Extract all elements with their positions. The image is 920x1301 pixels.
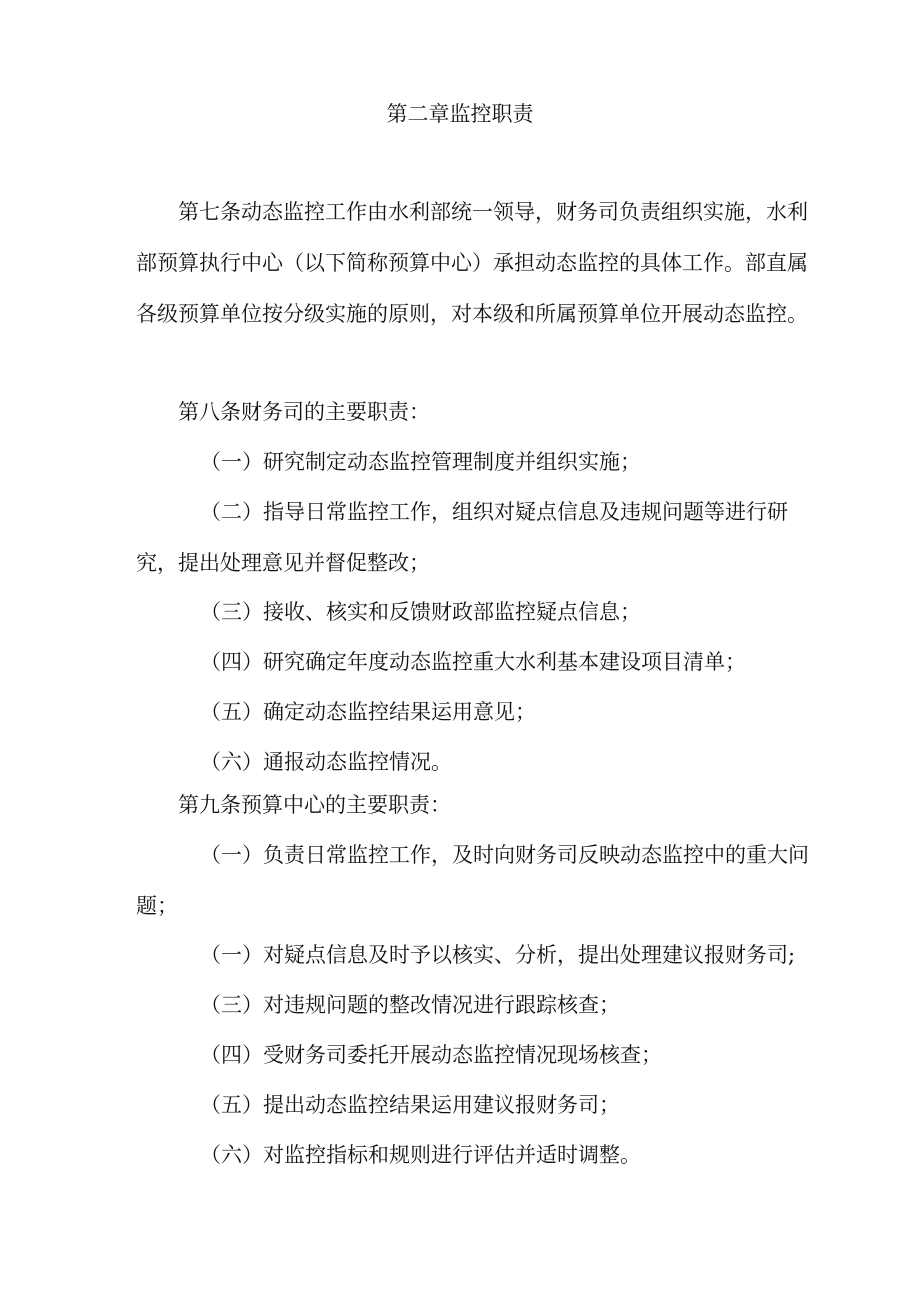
article-9-item-2: （一）对疑点信息及时予以核实、分析，提出处理建议报财务司; xyxy=(200,943,796,967)
article-9-item-5: （五）提出动态监控结果运用建议报财务司； xyxy=(200,1093,620,1117)
article-8-item-1: （一）研究制定动态监控管理制度并组织实施； xyxy=(200,450,641,474)
article-8-item-4: （四）研究确定年度动态监控重大水利基本建设项目清单； xyxy=(200,650,746,674)
article-9-item-6: （六）对监控指标和规则进行评估并适时调整。 xyxy=(200,1143,641,1167)
article-8-item-3: （三）接收、核实和反馈财政部监控疑点信息； xyxy=(200,600,641,624)
article-9-item-1: （一）负责日常监控工作，及时向财务司反映动态监控中的重大问题； xyxy=(136,843,809,918)
chapter-title: 第二章监控职责 xyxy=(386,102,534,126)
article-9-item-3: （三）对违规问题的整改情况进行跟踪核查； xyxy=(200,993,620,1017)
article-9-item-4: （四）受财务司委托开展动态监控情况现场核查； xyxy=(200,1043,662,1067)
article-8-heading: 第八条财务司的主要职责： xyxy=(178,400,430,424)
article-8-item-5: （五）确定动态监控结果运用意见； xyxy=(200,700,536,724)
article-9-heading: 第九条预算中心的主要职责： xyxy=(178,793,451,817)
article-8-item-2: （二）指导日常监控工作，组织对疑点信息及违规问题等进行研究，提出处理意见并督促整改； xyxy=(136,500,788,575)
article-8-item-6: （六）通报动态监控情况。 xyxy=(200,750,452,774)
article-7-paragraph: 第七条动态监控工作由水利部统一领导，财务司负责组织实施，水利部预算执行中心（以下简称预算中心）承担动态监控的具体工作。部直属各级预算单位按分级实施的原则，对本级和所属预算单位开展动态监控。 xyxy=(136,200,808,326)
